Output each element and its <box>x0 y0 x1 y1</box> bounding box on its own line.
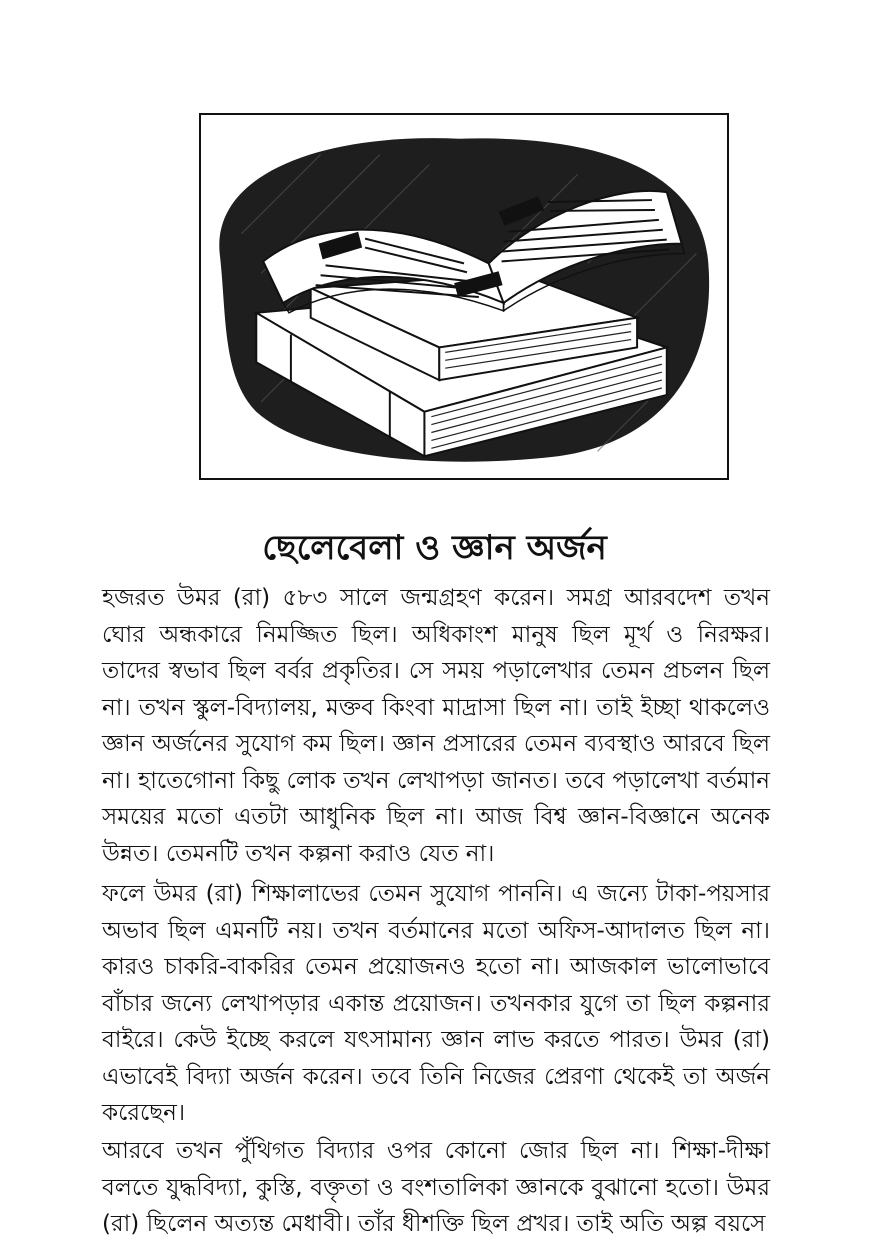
paragraph-2: ফলে উমর (রা) শিক্ষালাভের তেমন সুযোগ পাননি। এ জন্যে টাকা-পয়সার অভাব ছিল এমনটি নয়। তখন বর্তমানের মতো অফিস-আদালত ছিল না। কারও চাকরি-বাকরির তেমন প্রয়োজনও হতো না। আজকাল ভালোভাবে বাঁচার জন্যে লেখাপড়ার একান্ত প্রয়োজন। তখনকার যুগে তা ছিল কল্পনার বাইরে। কেউ ইচ্ছে করলে যৎসামান্য জ্ঞান লাভ করতে পারত। উমর (রা) এভাবেই বিদ্যা অর্জন করেন। তবে তিনি নিজের প্রেরণা থেকেই তা অর্জন করেছেন। <box>102 881 770 1126</box>
book-illustration <box>199 113 729 480</box>
paragraph-3: আরবে তখন পুঁথিগত বিদ্যার ওপর কোনো জোর ছিল না। শিক্ষা-দীক্ষা বলতে যুদ্ধবিদ্যা, কুস্তি, বক্তৃতা ও বংশতালিকা জ্ঞানকে বুঝানো হতো। উমর (রা) ছিলেন অত্যন্ত মেধাবী। তাঁর ধীশক্তি ছিল প্রখর। তাই অতি অল্প বয়সে <box>102 1138 770 1237</box>
paragraph-1: হজরত উমর (রা) ৫৮৩ সালে জন্মগ্রহণ করেন। সমগ্র আরবদেশ তখন ঘোর অন্ধকারে নিমজ্জিত ছিল। অধিকাংশ মানুষ ছিল মূর্খ ও নিরক্ষর। তাদের স্বভাব ছিল বর্বর প্রকৃতির। সে সময় পড়ালেখার তেমন প্রচলন ছিল না। তখন স্কুল-বিদ্যালয়, মক্তব কিংবা মাদ্রাসা ছিল না। তাই ইচ্ছা থাকলেও জ্ঞান অর্জনের সুযোগ কম ছিল। জ্ঞান প্রসারের তেমন ব্যবস্থাও আরবে ছিল না। হাতেগোনা কিছু লোক তখন লেখাপড়া জানত। তবে পড়ালেখা বর্তমান সময়ের মতো এতটা আধুনিক ছিল না। আজ বিশ্ব জ্ঞান-বিজ্ঞানে অনেক উন্নত। তেমনটি তখন কল্পনা করাও যেত না। <box>102 585 770 867</box>
page-title: ছেলেবেলা ও জ্ঞান অর্জন <box>262 528 607 568</box>
open-books-stack-icon <box>201 115 727 478</box>
